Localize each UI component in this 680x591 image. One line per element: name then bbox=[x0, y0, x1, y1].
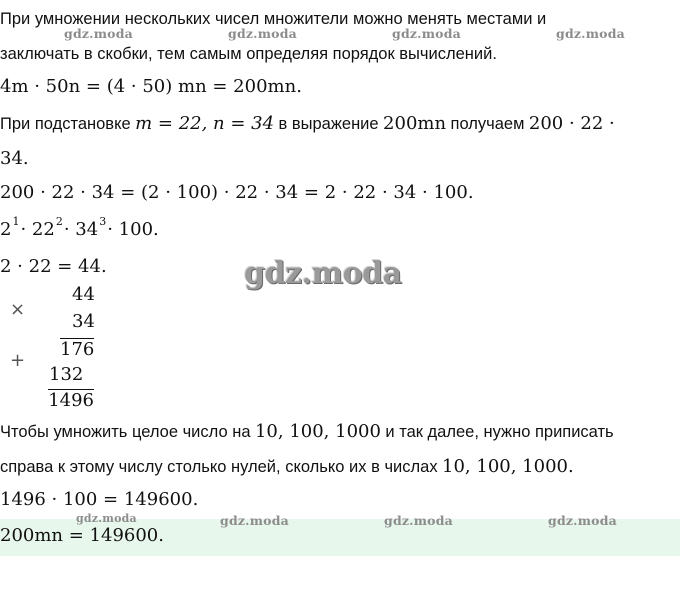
text-fragment: При подстановке bbox=[0, 115, 131, 133]
order-number: 1 bbox=[12, 215, 20, 228]
text-fragment: получаем bbox=[450, 115, 525, 133]
paragraph-line: заключать в скобки, тем самым определяя порядок вычислений. bbox=[0, 45, 497, 63]
equation-3: 2 · 22 = 44. bbox=[0, 256, 107, 277]
text-fragment: в выражение bbox=[278, 115, 379, 133]
factor: 2 bbox=[0, 219, 12, 240]
multiplicand: 44 bbox=[72, 284, 95, 305]
watermark: gdz.moda bbox=[556, 26, 625, 41]
math-fragment: 200 · 22 · bbox=[528, 113, 615, 134]
math-fragment: 10, 100, 1000 bbox=[254, 421, 381, 442]
math-fragment: 10, 100, 1000. bbox=[442, 456, 574, 477]
math-fragment: m = 22, n = 34 bbox=[135, 113, 275, 134]
substitution-line bbox=[0, 113, 615, 135]
watermark: gdz.moda bbox=[76, 512, 137, 525]
rule-line bbox=[0, 456, 574, 478]
partial-product-2: 132 bbox=[49, 364, 84, 385]
paragraph-line: При умножении нескольких чисел множители можно менять местами и bbox=[0, 10, 547, 28]
order-of-operations bbox=[0, 215, 159, 243]
math-fragment: 200mn bbox=[383, 113, 447, 134]
product-result: 1496 bbox=[48, 390, 94, 411]
partial-product-1: 176 bbox=[60, 339, 95, 360]
order-number: 3 bbox=[99, 215, 107, 228]
text-fragment: справа к этому числу столько нулей, сколько их в числах bbox=[0, 458, 438, 476]
times-sign: × bbox=[10, 299, 26, 320]
multiplier: 34 bbox=[72, 311, 95, 332]
factor: 34 bbox=[75, 219, 99, 240]
order-number: 2 bbox=[55, 215, 63, 228]
equation-1: 4m · 50n = (4 · 50) mn = 200mn. bbox=[0, 76, 302, 97]
watermark: gdz.moda bbox=[392, 26, 461, 41]
dot-operator: · bbox=[63, 219, 70, 240]
watermark: gdz.moda bbox=[64, 26, 133, 41]
final-answer: 200mn = 149600. bbox=[0, 525, 164, 546]
watermark: gdz.moda bbox=[548, 513, 617, 528]
plus-sign: + bbox=[10, 350, 26, 371]
factor: 100. bbox=[118, 219, 159, 240]
dot-operator: · bbox=[107, 219, 113, 240]
dot-operator: · bbox=[20, 219, 27, 240]
math-line: 34. bbox=[0, 148, 29, 169]
watermark: gdz.moda bbox=[384, 513, 453, 528]
watermark-large: gdz.moda bbox=[244, 256, 402, 291]
text-fragment: и так далее, нужно приписать bbox=[385, 423, 614, 441]
rule-line bbox=[0, 421, 614, 443]
watermark: gdz.moda bbox=[228, 26, 297, 41]
text-fragment: Чтобы умножить целое число на bbox=[0, 423, 251, 441]
watermark: gdz.moda bbox=[220, 513, 289, 528]
equation-4: 1496 · 100 = 149600. bbox=[0, 489, 199, 510]
factor: 22 bbox=[31, 219, 55, 240]
equation-2: 200 · 22 · 34 = (2 · 100) · 22 · 34 = 2 · 22 · 34 · 100. bbox=[0, 182, 474, 203]
